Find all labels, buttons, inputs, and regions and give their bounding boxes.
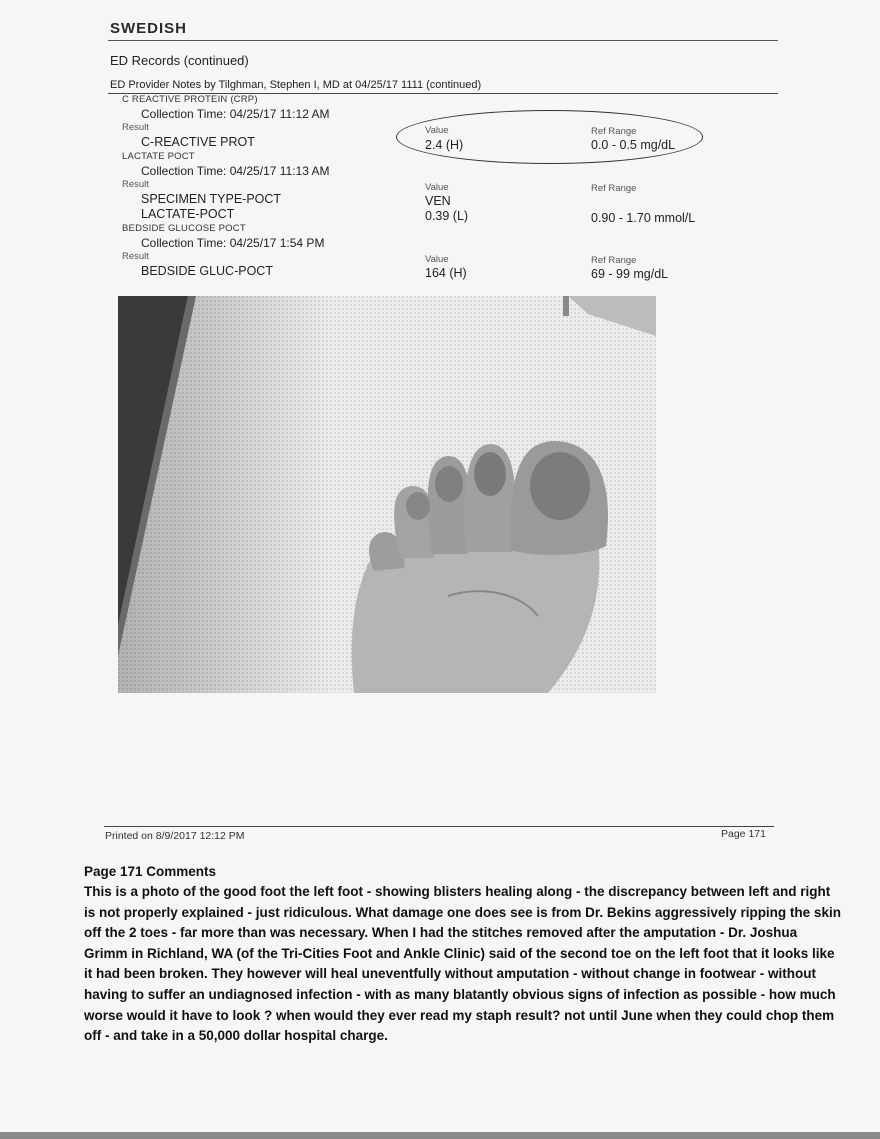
test-ref-range: 0.90 - 1.70 mmol/L [591, 211, 696, 225]
test-name: LACTATE-POCT [141, 207, 235, 221]
result-label: Result [122, 251, 149, 262]
test-name: C-REACTIVE PROT [141, 135, 255, 149]
result-label: Result [122, 179, 149, 190]
comments-heading: Page 171 Comments [84, 864, 217, 879]
test-value: 2.4 (H) [425, 138, 464, 152]
ref-range-label: Ref Range [591, 183, 637, 194]
test-value: VEN [425, 194, 451, 208]
test-ref-range: 0.0 - 0.5 mg/dL [591, 138, 676, 152]
value-label: Value [425, 125, 449, 136]
collection-time: Collection Time: 04/25/17 1:54 PM [141, 236, 325, 250]
brand-title: SWEDISH [110, 20, 188, 37]
scan-edge [0, 1132, 880, 1139]
provider-notes-heading: ED Provider Notes by Tilghman, Stephen I, MD at 04/25/17 1111 (continued) [110, 79, 482, 91]
value-label: Value [425, 254, 449, 265]
lab-group-title: BEDSIDE GLUCOSE POCT [122, 223, 246, 234]
header-rule [108, 40, 778, 41]
hand-drawn-circle [396, 110, 703, 164]
comments-body: This is a photo of the good foot the left foot - showing blisters healing along - the discrepancy between left and right is not properly explained - just ridiculous. What damage one does see is from Dr. Bekins aggressively ripping the skin off the 2 toes - far more than was necessary. When I had the stitches removed after the amputation - Dr. Joshua Grimm in Richland, WA (of the Tri-Cities Foot and Ankle Clinic) said of the second toe on the left foot that it looks like it had been broken. They however will heal uneventfully without amputation - without change in footwear - without having to suffer an undiagnosed infection - with as many blatantly obvious signs of infection as possible - how much worse would it have to look ? when would they ever read my staph result? not until June when they could chop them off - and take in a 50,000 dollar hospital charge. [84, 884, 841, 1044]
lab-group-title: LACTATE POCT [122, 151, 195, 162]
lab-group-title: C REACTIVE PROTEIN (CRP) [122, 94, 258, 105]
collection-time: Collection Time: 04/25/17 11:13 AM [141, 164, 330, 178]
test-value: 164 (H) [425, 266, 467, 280]
test-ref-range: 69 - 99 mg/dL [591, 267, 669, 281]
foot-illustration [118, 296, 656, 693]
page-number: Page 171 [721, 828, 766, 840]
ref-range-label: Ref Range [591, 126, 637, 137]
test-name: BEDSIDE GLUC-POCT [141, 264, 273, 278]
footer-rule [104, 826, 774, 827]
value-label: Value [425, 182, 449, 193]
test-name: SPECIMEN TYPE-POCT [141, 192, 282, 206]
foot-photo [118, 296, 656, 693]
test-value: 0.39 (L) [425, 209, 469, 223]
result-label: Result [122, 122, 149, 133]
section-title: ED Records (continued) [110, 53, 249, 68]
printed-on: Printed on 8/9/2017 12:12 PM [105, 830, 245, 842]
collection-time: Collection Time: 04/25/17 11:12 AM [141, 107, 330, 121]
ref-range-label: Ref Range [591, 255, 637, 266]
